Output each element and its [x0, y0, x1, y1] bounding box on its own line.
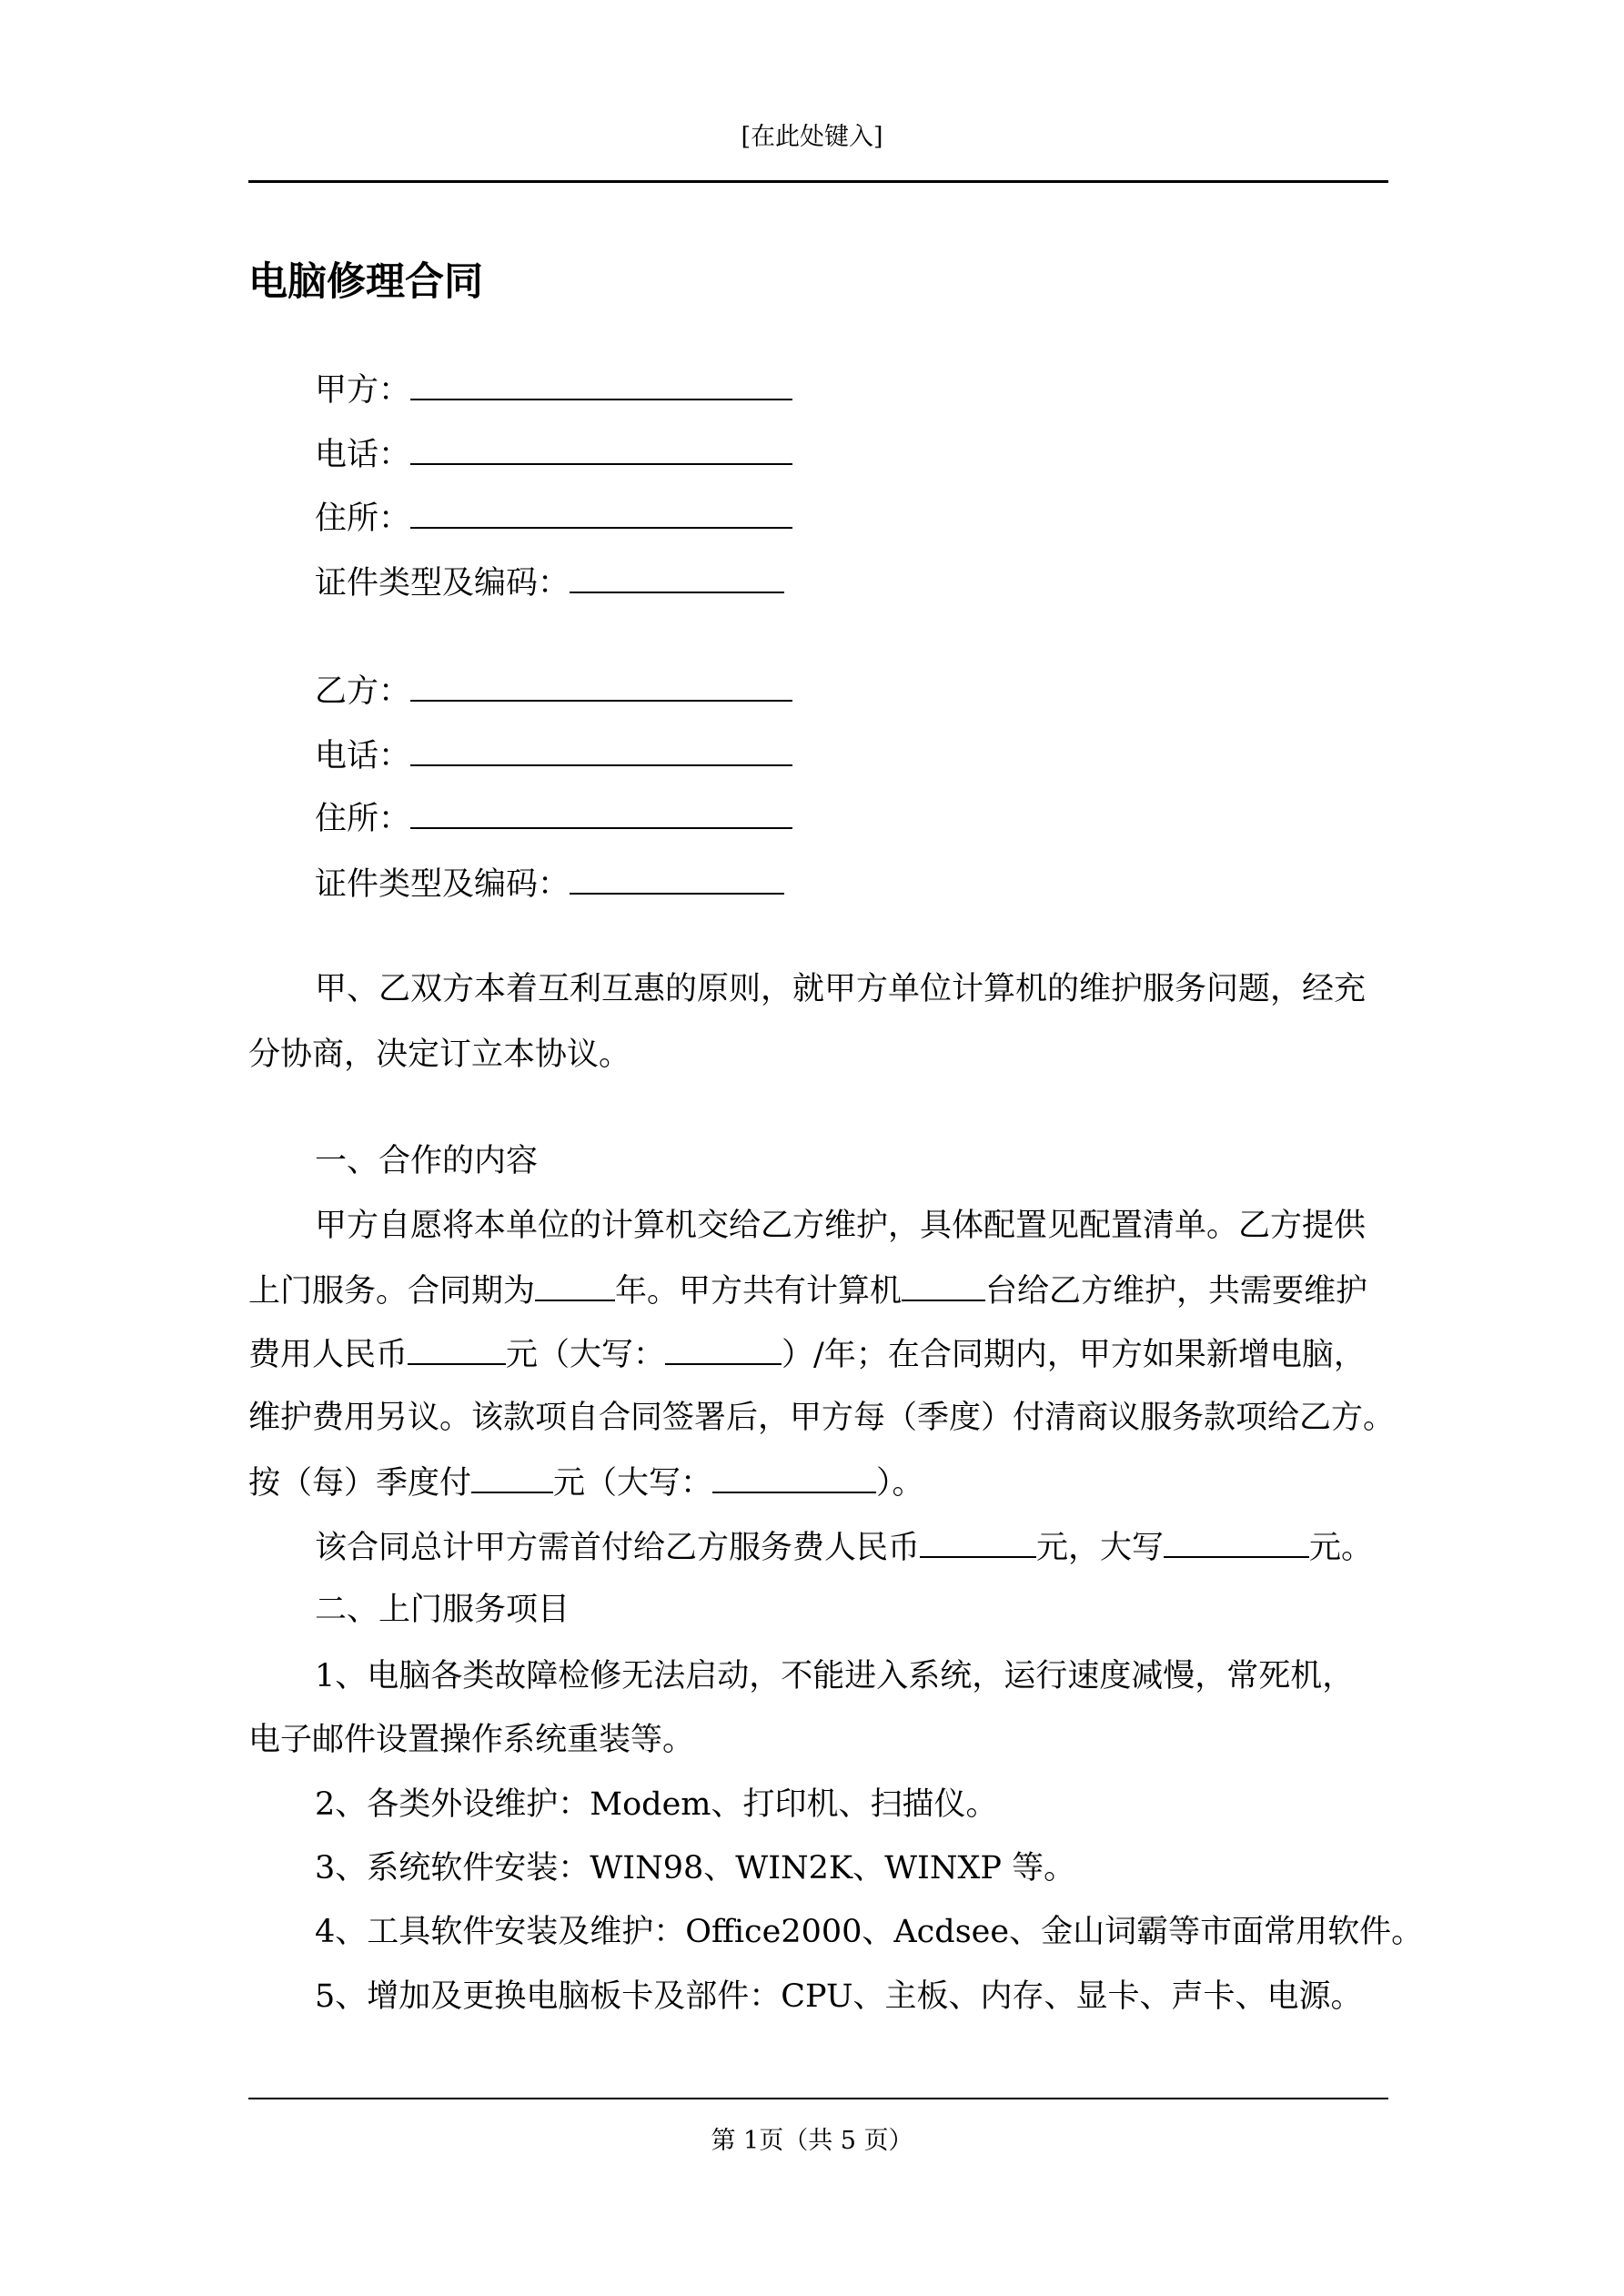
label: 证件类型及编码：	[315, 565, 570, 602]
text: 该合同总计甲方需首付给乙方服务费人民币	[315, 1530, 921, 1566]
intro-line-1: 甲、乙双方本着互利互惠的原则，就甲方单位计算机的维护服务问题，经充	[315, 971, 1367, 1007]
service-item-2: 2、各类外设维护：Modem、打印机、扫描仪。	[315, 1786, 998, 1823]
service-item-5: 5、增加及更换电脑板卡及部件：CPU、主板、内存、显卡、声卡、电源。	[315, 1978, 1363, 2015]
blank	[570, 559, 784, 593]
document-title: 电脑修理合同	[248, 259, 483, 305]
section-1-line-6	[315, 1523, 1373, 1569]
party-a-name-field[interactable]	[315, 366, 792, 411]
label: 住所：	[315, 501, 411, 537]
quarterly-fee-blank[interactable]	[471, 1459, 553, 1493]
blank	[410, 494, 792, 529]
section-1-line-5	[248, 1459, 924, 1504]
text: 台给乙方维护，共需要维护	[985, 1273, 1368, 1310]
total-fee-words-blank[interactable]	[1164, 1523, 1309, 1558]
label: 乙方：	[315, 673, 411, 710]
text: 上门服务。合同期为	[248, 1273, 536, 1310]
section-1-line-2	[248, 1267, 1367, 1312]
text: ）。	[876, 1465, 924, 1502]
footer-rule	[248, 2098, 1388, 2099]
header-rule	[248, 180, 1388, 183]
service-item-1: 1、电脑各类故障检修无法启动，不能进入系统，运行速度减慢，常死机，	[315, 1658, 1355, 1694]
section-1-line-1: 甲方自愿将本单位的计算机交给乙方维护，具体配置见配置清单。乙方提供	[315, 1208, 1367, 1244]
label: 电话：	[315, 437, 411, 473]
text: 元。	[1309, 1530, 1374, 1566]
text: 按（每）季度付	[248, 1465, 472, 1502]
annual-fee-blank[interactable]	[408, 1330, 506, 1365]
label: 住所：	[315, 801, 411, 837]
blank	[410, 732, 792, 766]
quarterly-fee-words-blank[interactable]	[712, 1459, 876, 1493]
label: 电话：	[315, 738, 411, 774]
text: ）/年；在合同期内，甲方如果新增电脑，	[782, 1337, 1366, 1373]
text: 元（大写：	[506, 1337, 666, 1373]
page-number: 第 1页（共 5 页）	[711, 2127, 913, 2155]
text: 费用人民币	[248, 1337, 409, 1373]
party-b-phone-field[interactable]	[315, 732, 792, 777]
page-header: [在此处键入]	[741, 123, 883, 151]
party-a-phone-field[interactable]	[315, 430, 792, 476]
blank	[410, 366, 792, 400]
section-1-heading: 一、合作的内容	[315, 1143, 539, 1179]
text: 元（大写：	[553, 1465, 713, 1502]
computer-count-blank[interactable]	[902, 1267, 985, 1301]
blank	[410, 430, 792, 465]
party-b-name-field[interactable]	[315, 667, 792, 713]
section-1-line-3	[248, 1330, 1366, 1376]
party-a-id-field[interactable]	[315, 559, 784, 604]
label: 证件类型及编码：	[315, 866, 570, 903]
party-a-address-field[interactable]	[315, 494, 792, 540]
service-item-4: 4、工具软件安装及维护：Office2000、Acdsee、金山词霸等市面常用软件。	[315, 1914, 1424, 1950]
section-2-heading: 二、上门服务项目	[315, 1592, 570, 1628]
annual-fee-words-blank[interactable]	[665, 1330, 782, 1365]
label: 甲方：	[315, 372, 411, 409]
text: 年。甲方共有计算机	[615, 1273, 903, 1310]
text: 元，大写	[1036, 1530, 1165, 1566]
party-b-address-field[interactable]	[315, 794, 792, 840]
blank	[410, 794, 792, 829]
blank	[570, 860, 784, 895]
total-fee-blank[interactable]	[920, 1523, 1036, 1558]
service-item-1-cont: 电子邮件设置操作系统重装等。	[248, 1722, 695, 1758]
years-blank[interactable]	[535, 1267, 615, 1301]
service-item-3: 3、系统软件安装：WIN98、WIN2K、WINXP 等。	[315, 1850, 1076, 1886]
party-b-id-field[interactable]	[315, 860, 784, 905]
blank	[410, 667, 792, 702]
section-1-line-4: 维护费用另议。该款项自合同签署后，甲方每（季度）付清商议服务款项给乙方。	[248, 1400, 1396, 1436]
intro-line-2: 分协商，决定订立本协议。	[248, 1037, 631, 1073]
